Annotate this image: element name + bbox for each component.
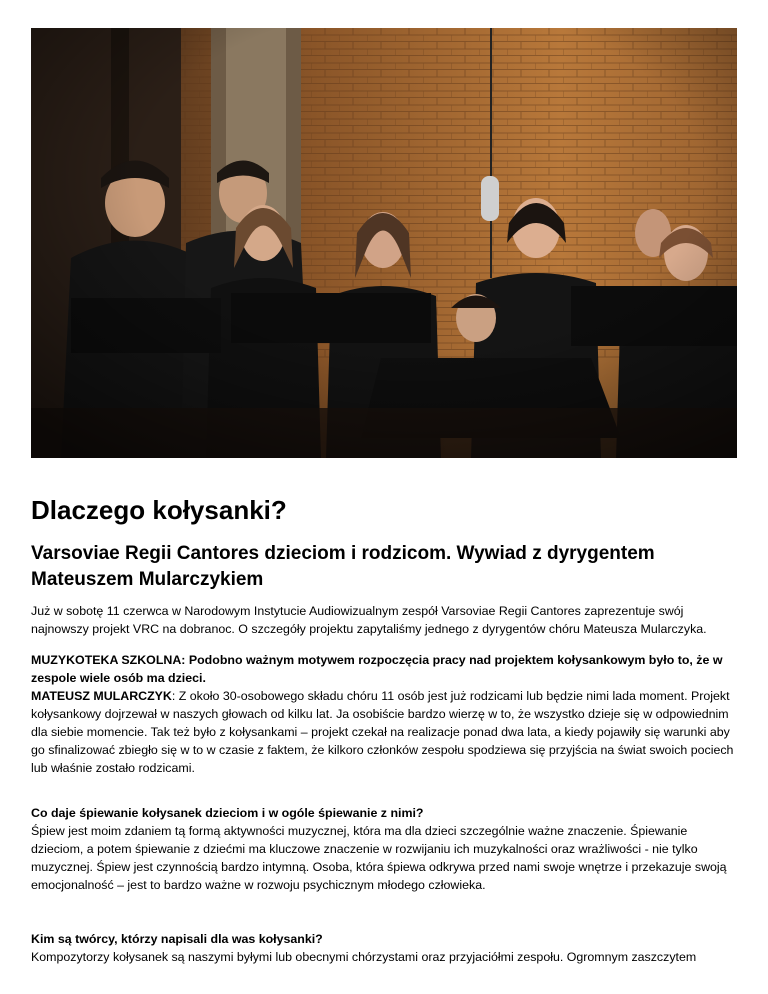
answer-2: Śpiew jest moim zdaniem tą formą aktywności muzycznej, która ma dla dzieci szczególnie ważne znaczenie. Śpiewanie dzieciom, a potem śpiewanie z dziećmi ma kluczowe znaczenie w rozwijaniu ich muzykalności oraz wrażliwości - nie tylko muzycznej. Śpiew jest czynnością bardzo intymną. Osoba, która śpiewa odkrywa przed nami swoje wnętrze i przekazuje swoją emocjonalność – jest to bardzo ważne w rozwoju psychicznym młodego człowieka.	[31, 824, 727, 892]
choir-photo	[31, 28, 737, 458]
page-title: Dlaczego kołysanki?	[31, 495, 287, 525]
interview-block-3	[31, 930, 743, 966]
speaker-name: MATEUSZ MULARCZYK	[31, 689, 172, 703]
question-2: Co daje śpiewanie kołysanek dzieciom i w ogóle śpiewanie z nimi?	[31, 806, 424, 820]
interview-block-2	[31, 804, 743, 894]
page-subtitle: Varsoviae Regii Cantores dzieciom i rodzicom. Wywiad z dyrygentem Mateuszem Mularczykiem	[31, 543, 655, 590]
choir-photo-icon	[31, 28, 737, 458]
question-1: MUZYKOTEKA SZKOLNA: Podobno ważnym motywem rozpoczęcia pracy nad projektem kołysankowym było to, że w zespole wiele osób ma dzieci.	[31, 653, 723, 685]
intro-paragraph: Już w sobotę 11 czerwca w Narodowym Instytucie Audiowizualnym zespół Varsoviae Regii Cantores zaprezentuje swój najnowszy projekt VRC na dobranoc. O szczegóły projektu zapytaliśmy jednego z dyrygentów chóru Mateusza Mularczyka.	[31, 604, 707, 636]
question-3: Kim są twórcy, którzy napisali dla was kołysanki?	[31, 932, 323, 946]
answer-1: : Z około 30-osobowego składu chóru 11 osób jest już rodzicami lub będzie nimi lada moment. Projekt kołysankowy dojrzewał w naszych głowach od kilku lat. Ja osobiście bardzo wierzę w to, że wszystko dzieje się w odpowiednim dla siebie momencie. Tak też było z kołysankami – projekt czekał na realizacje ponad dwa lata, a kiedy pojawiły się warunki aby go sfinalizować zbiegło się w to w czasie z faktem, że kilkoro członków zespołu spodziewa się przyjścia na świat swoich pociech lub właśnie zostało rodzicami.	[31, 689, 734, 775]
interview-block-1	[31, 651, 743, 777]
answer-3: Kompozytorzy kołysanek są naszymi byłymi lub obecnymi chórzystami oraz przyjaciółmi zespołu. Ogromnym zaszczytem	[31, 950, 697, 964]
